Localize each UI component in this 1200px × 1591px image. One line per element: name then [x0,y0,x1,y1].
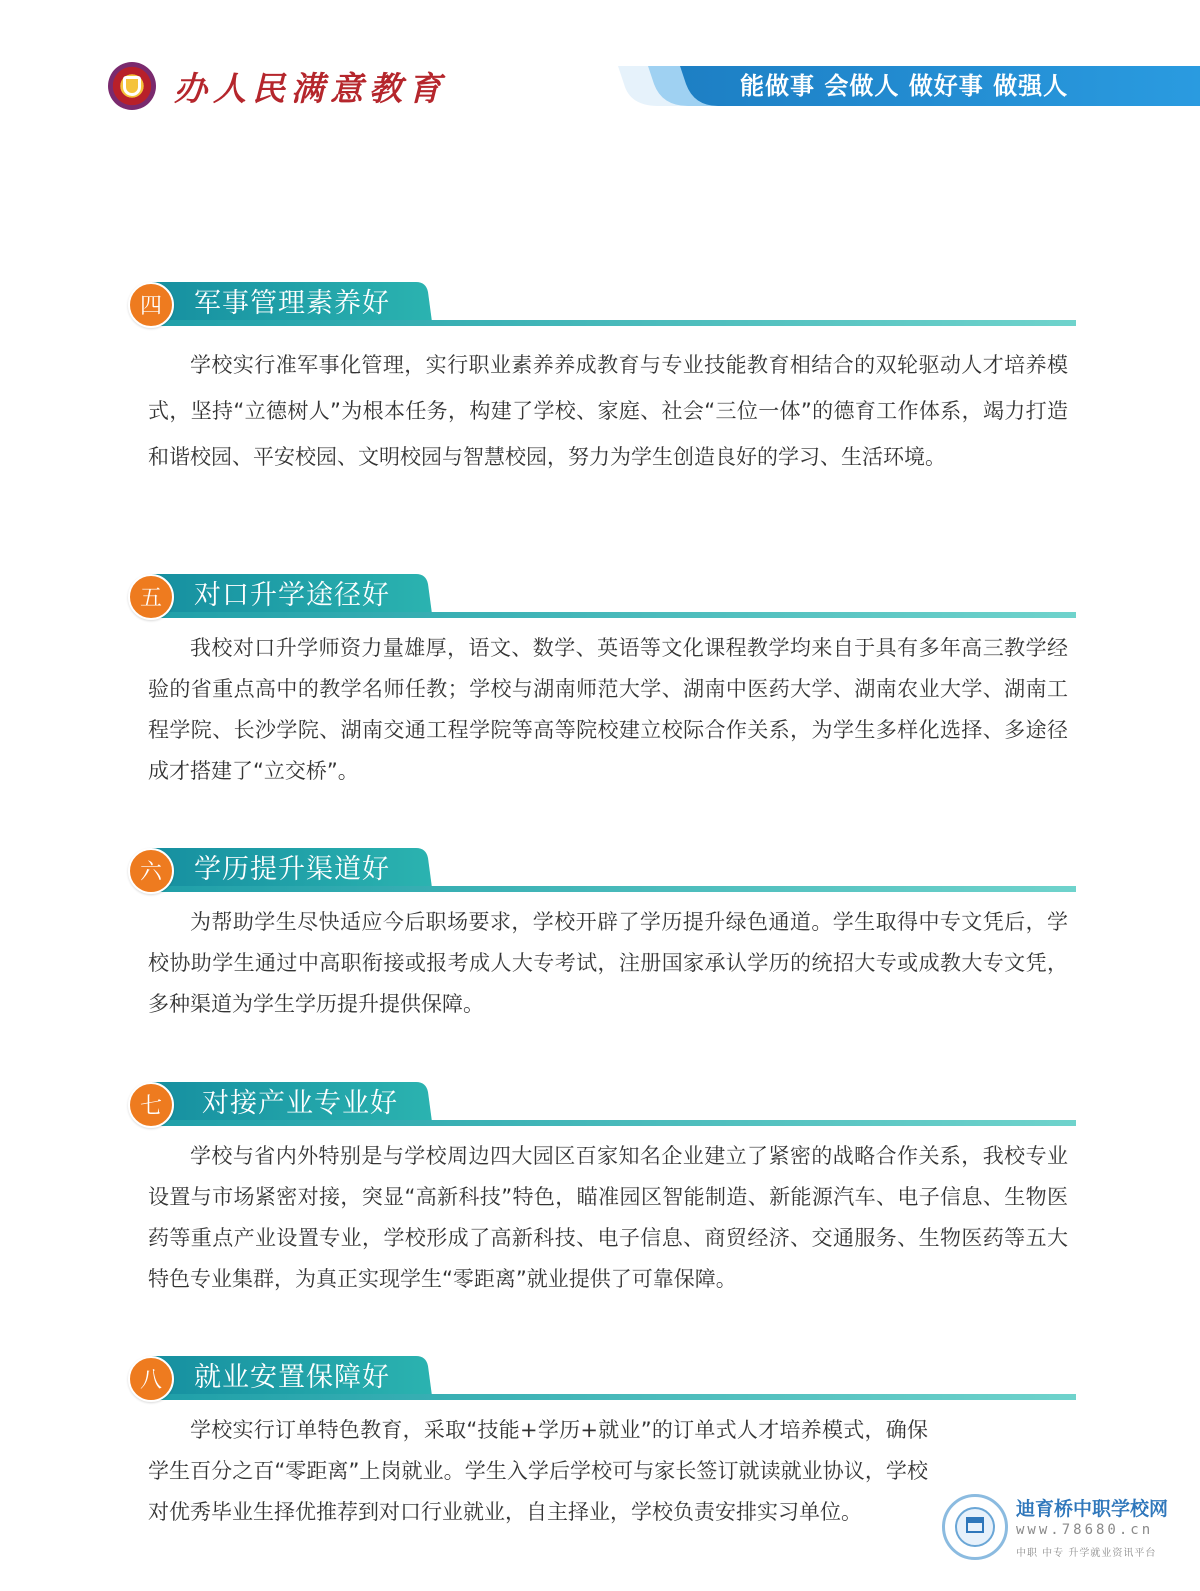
section-body: 学校与省内外特别是与学校周边四大园区百家知名企业建立了紧密的战略合作关系，我校专业设置与市场紧密对接，突显“高新科技”特色，瞄准园区智能制造、新能源汽车、电子信息、生物医药等重点产业设置专业，学校形成了高新科技、电子信息、商贸经济、交通服务、生物医药等五大特色专业集群，为真正实现学生“零距离”就业提供了可靠保障。 [148,1144,1068,1291]
section-body: 我校对口升学师资力量雄厚，语文、数学、英语等文化课程教学均来自于具有多年高三教学经验的省重点高中的教学名师任教；学校与湖南师范大学、湖南中医药大学、湖南农业大学、湖南工程学院、长沙学院、湖南交通工程学院等高等院校建立校际合作关系，为学生多样化选择、多途径成才搭建了“立交桥”。 [148,636,1068,783]
section-body: 学校实行准军事化管理，实行职业素养养成教育与专业技能教育相结合的双轮驱动人才培养模式，坚持“立德树人”为根本任务，构建了学校、家庭、社会“三位一体”的德育工作体系，竭力打造和谐校园、平安校园、文明校园与智慧校园，努力为学生创造良好的学习、生活环境。 [148,353,1068,469]
section-title: 就业安置保障好 [194,1362,390,1393]
watermark-site-name: 迪育桥中职学校网 [1016,1498,1169,1520]
section-title: 军事管理素养好 [194,288,390,319]
motto-text: 能做事 会做人 做好事 做强人 [740,72,1069,100]
section-number: 五 [128,574,174,620]
section-header [128,1080,1076,1128]
section-header [128,280,1076,328]
watermark-tagline: 中职 中专 升学就业资讯平台 [1016,1548,1157,1559]
school-logo [108,62,447,110]
header-slogan: 办人民满意教育 [174,68,447,108]
school-emblem-icon [108,62,156,110]
section-title: 学历提升渠道好 [194,854,390,885]
section-body: 学校实行订单特色教育，采取“技能+学历+就业”的订单式人才培养模式，确保学生百分之百“零距离”上岗就业。学生入学后学校可与家长签订就读就业协议，学校对优秀毕业生择优推荐到对口行业就业，自主择业，学校负责安排实习单位。 [148,1418,928,1524]
section-header [128,572,1076,620]
section-title: 对接产业专业好 [202,1088,398,1119]
section-number: 四 [128,282,174,328]
watermark-seal-icon [942,1494,1008,1560]
section-header [128,1354,1076,1402]
section-header [128,846,1076,894]
section-number: 六 [128,848,174,894]
site-watermark [942,1494,1192,1584]
section-title: 对口升学途径好 [194,580,390,611]
section-number: 七 [128,1082,174,1128]
section-number: 八 [128,1356,174,1402]
section-body: 为帮助学生尽快适应今后职场要求，学校开辟了学历提升绿色通道。学生取得中专文凭后，学校协助学生通过中高职衔接或报考成人大专考试，注册国家承认学历的统招大专或成教大专文凭，多种渠道为学生学历提升提供保障。 [148,910,1068,1016]
motto-banner [618,66,1200,106]
watermark-url: www.78680.cn [1016,1522,1154,1538]
